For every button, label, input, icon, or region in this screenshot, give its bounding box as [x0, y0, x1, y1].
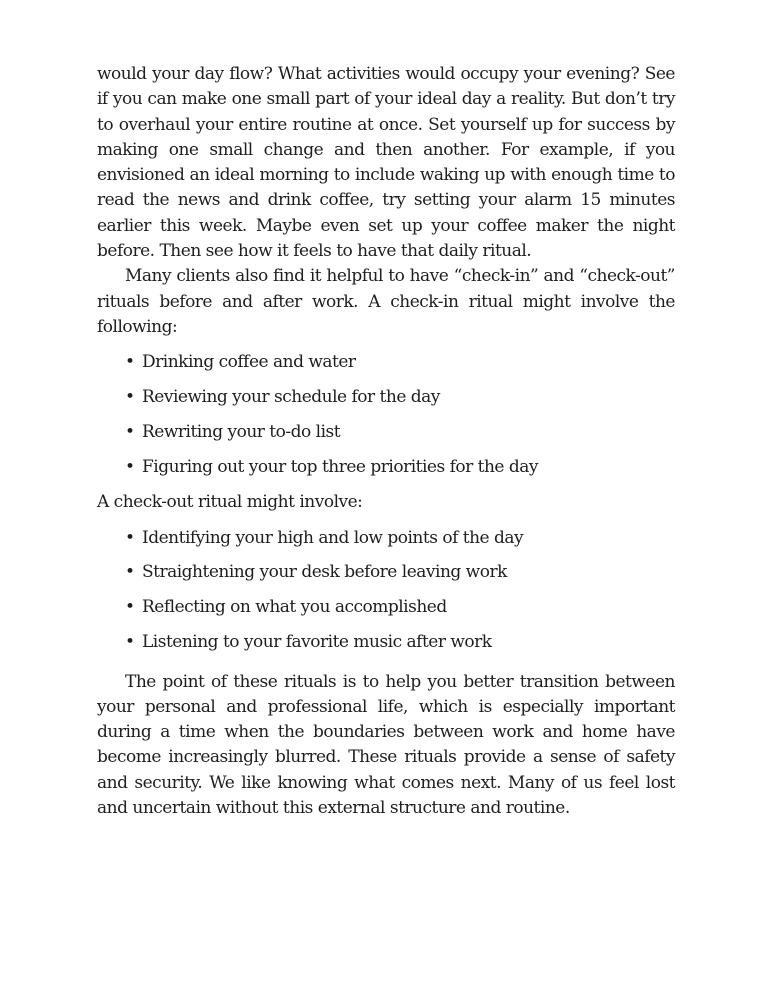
- bullet-icon: •: [125, 422, 135, 443]
- bullet-icon: •: [125, 632, 135, 653]
- paragraph-check-rituals: Many clients also find it helpful to have “check-in” and “check-out” rituals before and after work. A check-in ritual might involve the following:: [97, 266, 675, 337]
- paragraph-continuation: would your day flow? What activities would occupy your evening? See if you can make one small part of your ideal day a reality. But don’t try to overhaul your entire routine at once. Set yourself up for success by making one small change and then another. For example, if you envisioned an ideal morning to include waking up with enough time to read the news and drink coffee, try setting your alarm 15 minutes earlier this week. Maybe even set up your coffee maker the night before. Then see how it feels to have that daily ritual.: [97, 64, 675, 262]
- check-out-lead: A check-out ritual might involve:: [97, 492, 363, 513]
- bullet-icon: •: [125, 456, 135, 477]
- bullet-icon: •: [125, 387, 135, 408]
- list-item-text: Identifying your high and low points of the day: [142, 527, 524, 548]
- bullet-icon: •: [125, 597, 135, 618]
- check-in-list: [97, 350, 675, 480]
- check-out-list: [97, 526, 675, 656]
- list-item-text: Rewriting your to-do list: [142, 422, 341, 443]
- bullet-icon: •: [125, 527, 135, 548]
- paragraph-ritual-purpose: The point of these rituals is to help you better transition between your personal and professional life, which is especially important during a time when the boundaries between work and home have become increasingly blurred. These rituals provide a sense of safety and security. We like knowing what comes next. Many of us feel lost and uncertain without this external structure and routine.: [97, 671, 675, 818]
- list-item-text: Drinking coffee and water: [142, 352, 356, 373]
- list-item-text: Reflecting on what you accomplished: [142, 597, 447, 618]
- list-item: [125, 560, 675, 585]
- list-item: [125, 630, 675, 655]
- document-page: [97, 62, 675, 821]
- list-item: [125, 420, 675, 445]
- list-item: [125, 385, 675, 410]
- list-item: [125, 595, 675, 620]
- list-item-text: Figuring out your top three priorities for the day: [142, 456, 539, 477]
- list-item-text: Reviewing your schedule for the day: [142, 387, 440, 408]
- list-item-text: Straightening your desk before leaving work: [142, 562, 507, 583]
- bullet-icon: •: [125, 562, 135, 583]
- bullet-icon: •: [125, 352, 135, 373]
- list-item: [125, 350, 675, 375]
- list-item: [125, 526, 675, 551]
- list-item-text: Listening to your favorite music after work: [142, 632, 492, 653]
- list-item: [125, 455, 675, 480]
